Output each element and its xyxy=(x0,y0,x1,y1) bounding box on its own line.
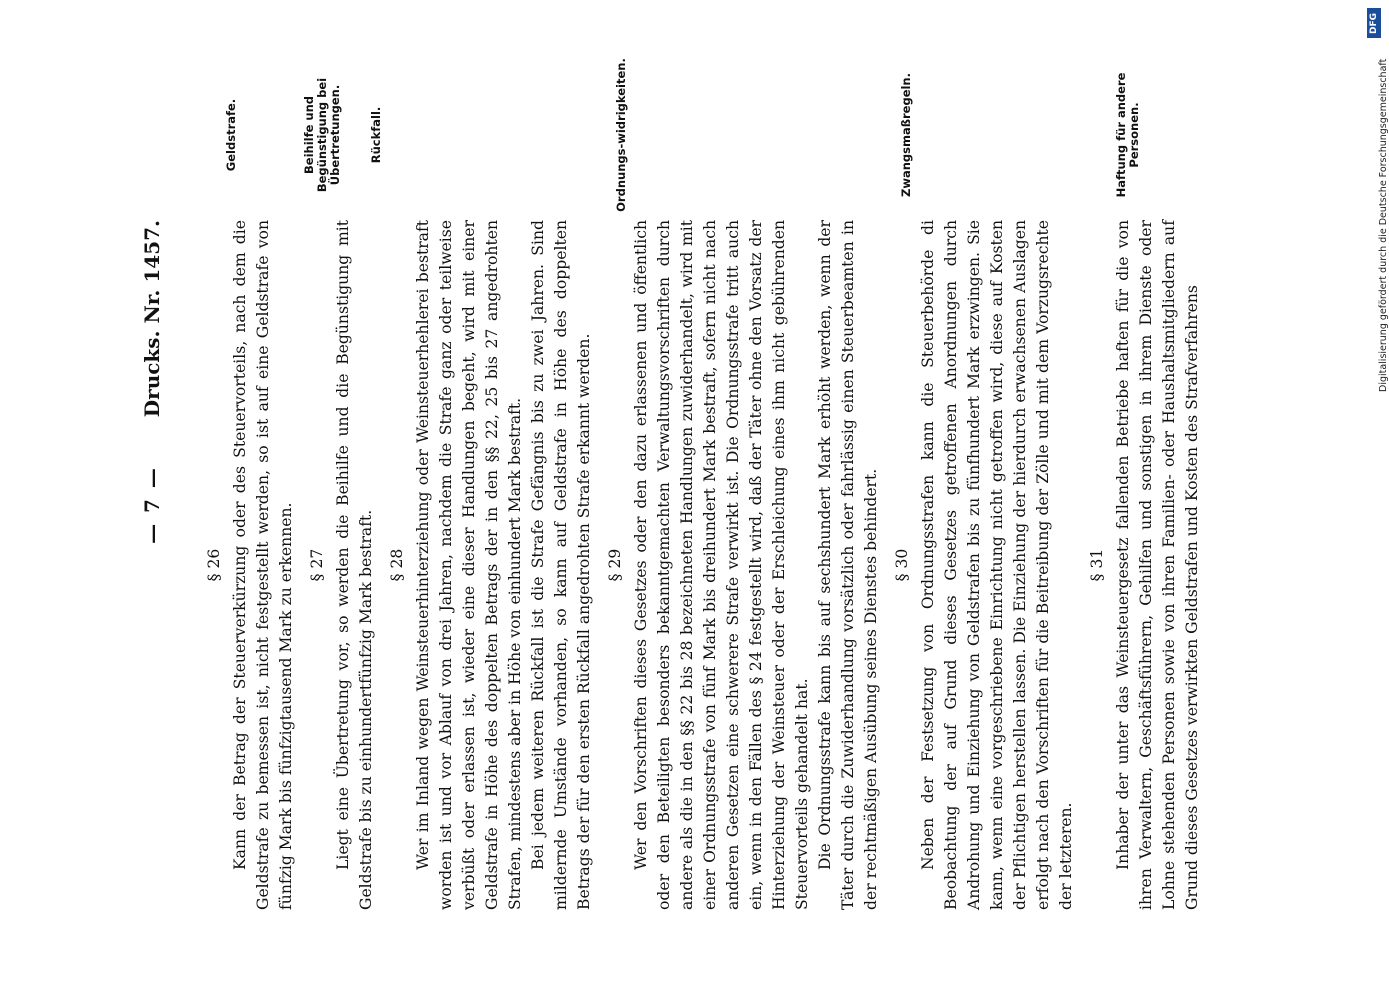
sidenote-rueckfall: Rückfall. xyxy=(369,106,383,164)
document-body xyxy=(195,220,1204,910)
section-heading: § 29 xyxy=(606,548,624,582)
sidenote-haftung: Haftung für andere Personen. xyxy=(1114,72,1141,198)
paragraph: Wer den Vorschriften dieses Gesetzes oder den dazu erlassenen und öffentlich oder den Beteiligten besonders bekanntgemachten Verwaltungsvorschriften durch andere als die in den §§ 22 bis 28 bezeichneten Handlungen zuwiderhandelt, wird mit einer Ordnungsstrafe von fünf Mark bis dreihundert Mark bestraft, sofern nicht nach anderen Gesetzen eine schwerere Strafe verwirkt ist. Die Ordnungsstrafe tritt auch ein, wenn in den Fällen des § 24 festgestellt wird, daß der Täter ohne den Vorsatz der Hinterziehung der Weinsteuer oder der Erschleichung eines ihm nicht gebührenden Steuervorteils gehandelt hat. xyxy=(632,220,811,910)
section-30 xyxy=(891,220,1078,910)
paragraph: Wer im Inland wegen Weinsteuerhinterziehung oder Weinsteuerhehlerei bestraft worden ist und vor Ablauf von drei Jahren, nachdem die Strafe ganz oder teilweise verbüßt oder erlassen ist, wieder eine dieser Handlungen begeht, wird mit einer Geldstrafe in Höhe des doppelten Betrags der in den §§ 22, 25 bis 27 angedrohten Strafen, mindestens aber in Höhe von einhundert Mark bestraft. xyxy=(414,220,524,910)
section-heading: § 26 xyxy=(205,548,223,582)
paragraph: Inhaber der unter das Weinsteuergesetz fallenden Betriebe haften für die von ihren Verwaltern, Geschäftsführern, Gehilfen und sonstigen in ihrem Dienste oder Lohne stehenden Personen sowie von ihren Familien- oder Haushaltsmitgliedern auf Grund dieses Gesetzes verwirkten Geldstrafen und Kosten des Strafverfahrens xyxy=(1114,220,1201,910)
paragraph: Die Ordnungsstrafe kann bis auf sechshundert Mark erhöht werden, wenn der Täter durch die Zuwiderhandlung vorsätzlich oder fahrlässig einen Steuerbeamten in der rechtmäßigen Ausübung seines Dienstes behindert. xyxy=(816,220,880,910)
sidenote-zwangsmassregeln: Zwangsmaßregeln. xyxy=(899,73,913,198)
section-heading: § 30 xyxy=(893,548,911,582)
digitization-credit: Digitalisierung gefördert durch die Deutsche Forschungsgemeinschaft xyxy=(1378,58,1389,392)
section-31 xyxy=(1086,220,1204,910)
section-26 xyxy=(203,220,298,910)
paragraph: Neben der Festsetzung von Ordnungsstrafen kann die Steuerbehörde di Beobachtung der auf Grund dieses Gesetzes getroffenen Anordnungen durch Androhung und Einziehung von Geldstrafen bis zu fünfhundert Mark erzwingen. Sie kann, wenn eine vorgeschriebene Einrichtung nicht getroffen wird, diese auf Kosten der Pflichtigen herstellen lassen. Die Einziehung der hierdurch erwachsenen Auslagen erfolgt nach den Vorschriften für die Beitreibung der Zölle und mit dem Vorzugsrechte der letzteren. xyxy=(919,220,1075,910)
drucksache-label: Drucks. Nr. 1457. xyxy=(140,220,164,418)
dfg-logo-text: DFG xyxy=(1369,12,1379,34)
section-28 xyxy=(386,220,596,910)
document-page xyxy=(85,58,1265,940)
paragraph: Bei jedem weiteren Rückfall ist die Strafe Gefängnis bis zu zwei Jahren. Sind mildernde Umstände vorhanden, so kann auf Geldstrafe in Höhe des doppelten Betrags der für den ersten Rückfall angedrohten Strafe erkannt werden. xyxy=(529,220,593,910)
section-29 xyxy=(604,220,883,910)
dfg-logo xyxy=(1367,8,1381,38)
sidenote-beihilfe: Beihilfe und Begünstigung bei Übertretungen. xyxy=(302,77,342,193)
paragraph: Liegt eine Übertretung vor, so werden die Beihilfe und die Begünstigung mit Geldstrafe bis zu einhundertfünfzig Mark bestraft. xyxy=(334,220,375,910)
paragraph: Kann der Betrag der Steuerverkürzung oder des Steuervorteils, nach dem die Geldstrafe zu bemessen ist, nicht festgestellt werden, so ist auf eine Geldstrafe von fünfzig Mark bis fünfzigtausend Mark zu erkennen. xyxy=(231,220,295,910)
section-heading: § 27 xyxy=(308,548,326,582)
page-number: — 7 — xyxy=(140,466,164,544)
section-heading: § 28 xyxy=(388,548,406,582)
section-27 xyxy=(306,220,378,910)
section-heading: § 31 xyxy=(1088,548,1106,582)
sidenote-ordnungswidrigkeiten: Ordnungs-widrigkeiten. xyxy=(614,58,628,212)
page-header xyxy=(140,70,180,940)
sidenote-geldstrafe: Geldstrafe. xyxy=(224,98,238,172)
